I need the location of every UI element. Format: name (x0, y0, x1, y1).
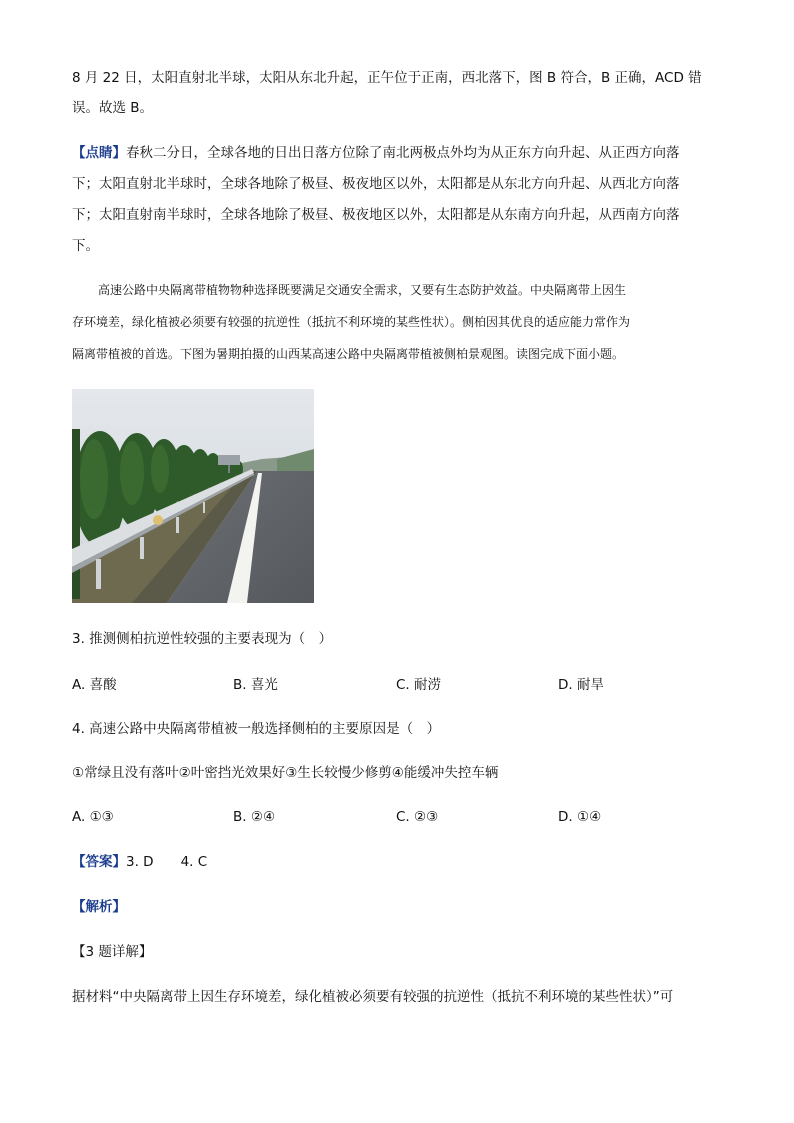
tip-line-3: 下；太阳直射南半球时，全球各地除了极昼、极夜地区以外，太阳都是从东南方向升起，从西南方向落 (72, 207, 680, 223)
passage-line-1: 高速公路中央隔离带植物物种选择既要满足交通安全需求，又要有生态防护效益。中央隔离带上因生 (98, 283, 627, 297)
tip-line-2: 下；太阳直射北半球时，全球各地除了极昼、极夜地区以外，太阳都是从东北方向升起、从西北方向落 (72, 176, 680, 192)
text-line-1: 8 月 22 日，太阳直射北半球，太阳从东北升起，正午位于正南，西北落下，图 B 符合，B 正确，ACD 错 (72, 70, 702, 86)
reading-passage (72, 280, 722, 364)
q4-option-b[interactable]: B. ②④ (233, 809, 276, 825)
q3-option-b[interactable]: B. 喜光 (233, 677, 278, 693)
q3-option-d[interactable]: D. 耐旱 (558, 677, 604, 693)
q3-option-c[interactable]: C. 耐涝 (396, 677, 442, 693)
tip-text: 春秋二分日，全球各地的日出日落方位除了南北两极点外均为从正东方向升起、从正西方向落 (126, 145, 680, 161)
answer-line (72, 852, 207, 872)
tip-line-4: 下。 (72, 238, 99, 254)
last-text-line: 据材料“中央隔离带上因生存环境差，绿化植被必须要有较强的抗逆性（抵抗不利环境的某些性状）”可 (72, 989, 674, 1005)
answer-label: 【答案】 (72, 854, 126, 870)
q4-option-a[interactable]: A. ①③ (72, 809, 114, 825)
tip-line-1 (72, 143, 680, 163)
analysis-label: 【解析】 (72, 899, 126, 915)
answer-text: 3. D 4. C (126, 854, 208, 870)
q4-option-d[interactable]: D. ①④ (558, 809, 602, 825)
passage-line-2: 存环境差，绿化植被必须要有较强的抗逆性（抵抗不利环境的某些性状）。侧柏因其优良的适应能力常作为 (72, 315, 631, 329)
question-3-stem: 3. 推测侧柏抗逆性较强的主要表现为（ ） (72, 631, 333, 647)
highway-cypress-photo (72, 389, 314, 603)
passage-line-3: 隔离带植被的首选。下图为暑期拍摄的山西某高速公路中央隔离带植被侧柏景观图。读图完成下面小题。 (72, 347, 625, 361)
q4-option-c[interactable]: C. ②③ (396, 809, 439, 825)
tip-label: 【点睛】 (72, 145, 126, 161)
text-line-2: 误。故选 B。 (72, 100, 154, 116)
question-4-statements: ①常绿且没有落叶②叶密挡光效果好③生长较慢少修剪④能缓冲失控车辆 (72, 765, 499, 781)
detail-label: 【3 题详解】 (72, 944, 153, 960)
question-4-stem: 4. 高速公路中央隔离带植被一般选择侧柏的主要原因是（ ） (72, 721, 441, 737)
q3-option-a[interactable]: A. 喜酸 (72, 677, 117, 693)
